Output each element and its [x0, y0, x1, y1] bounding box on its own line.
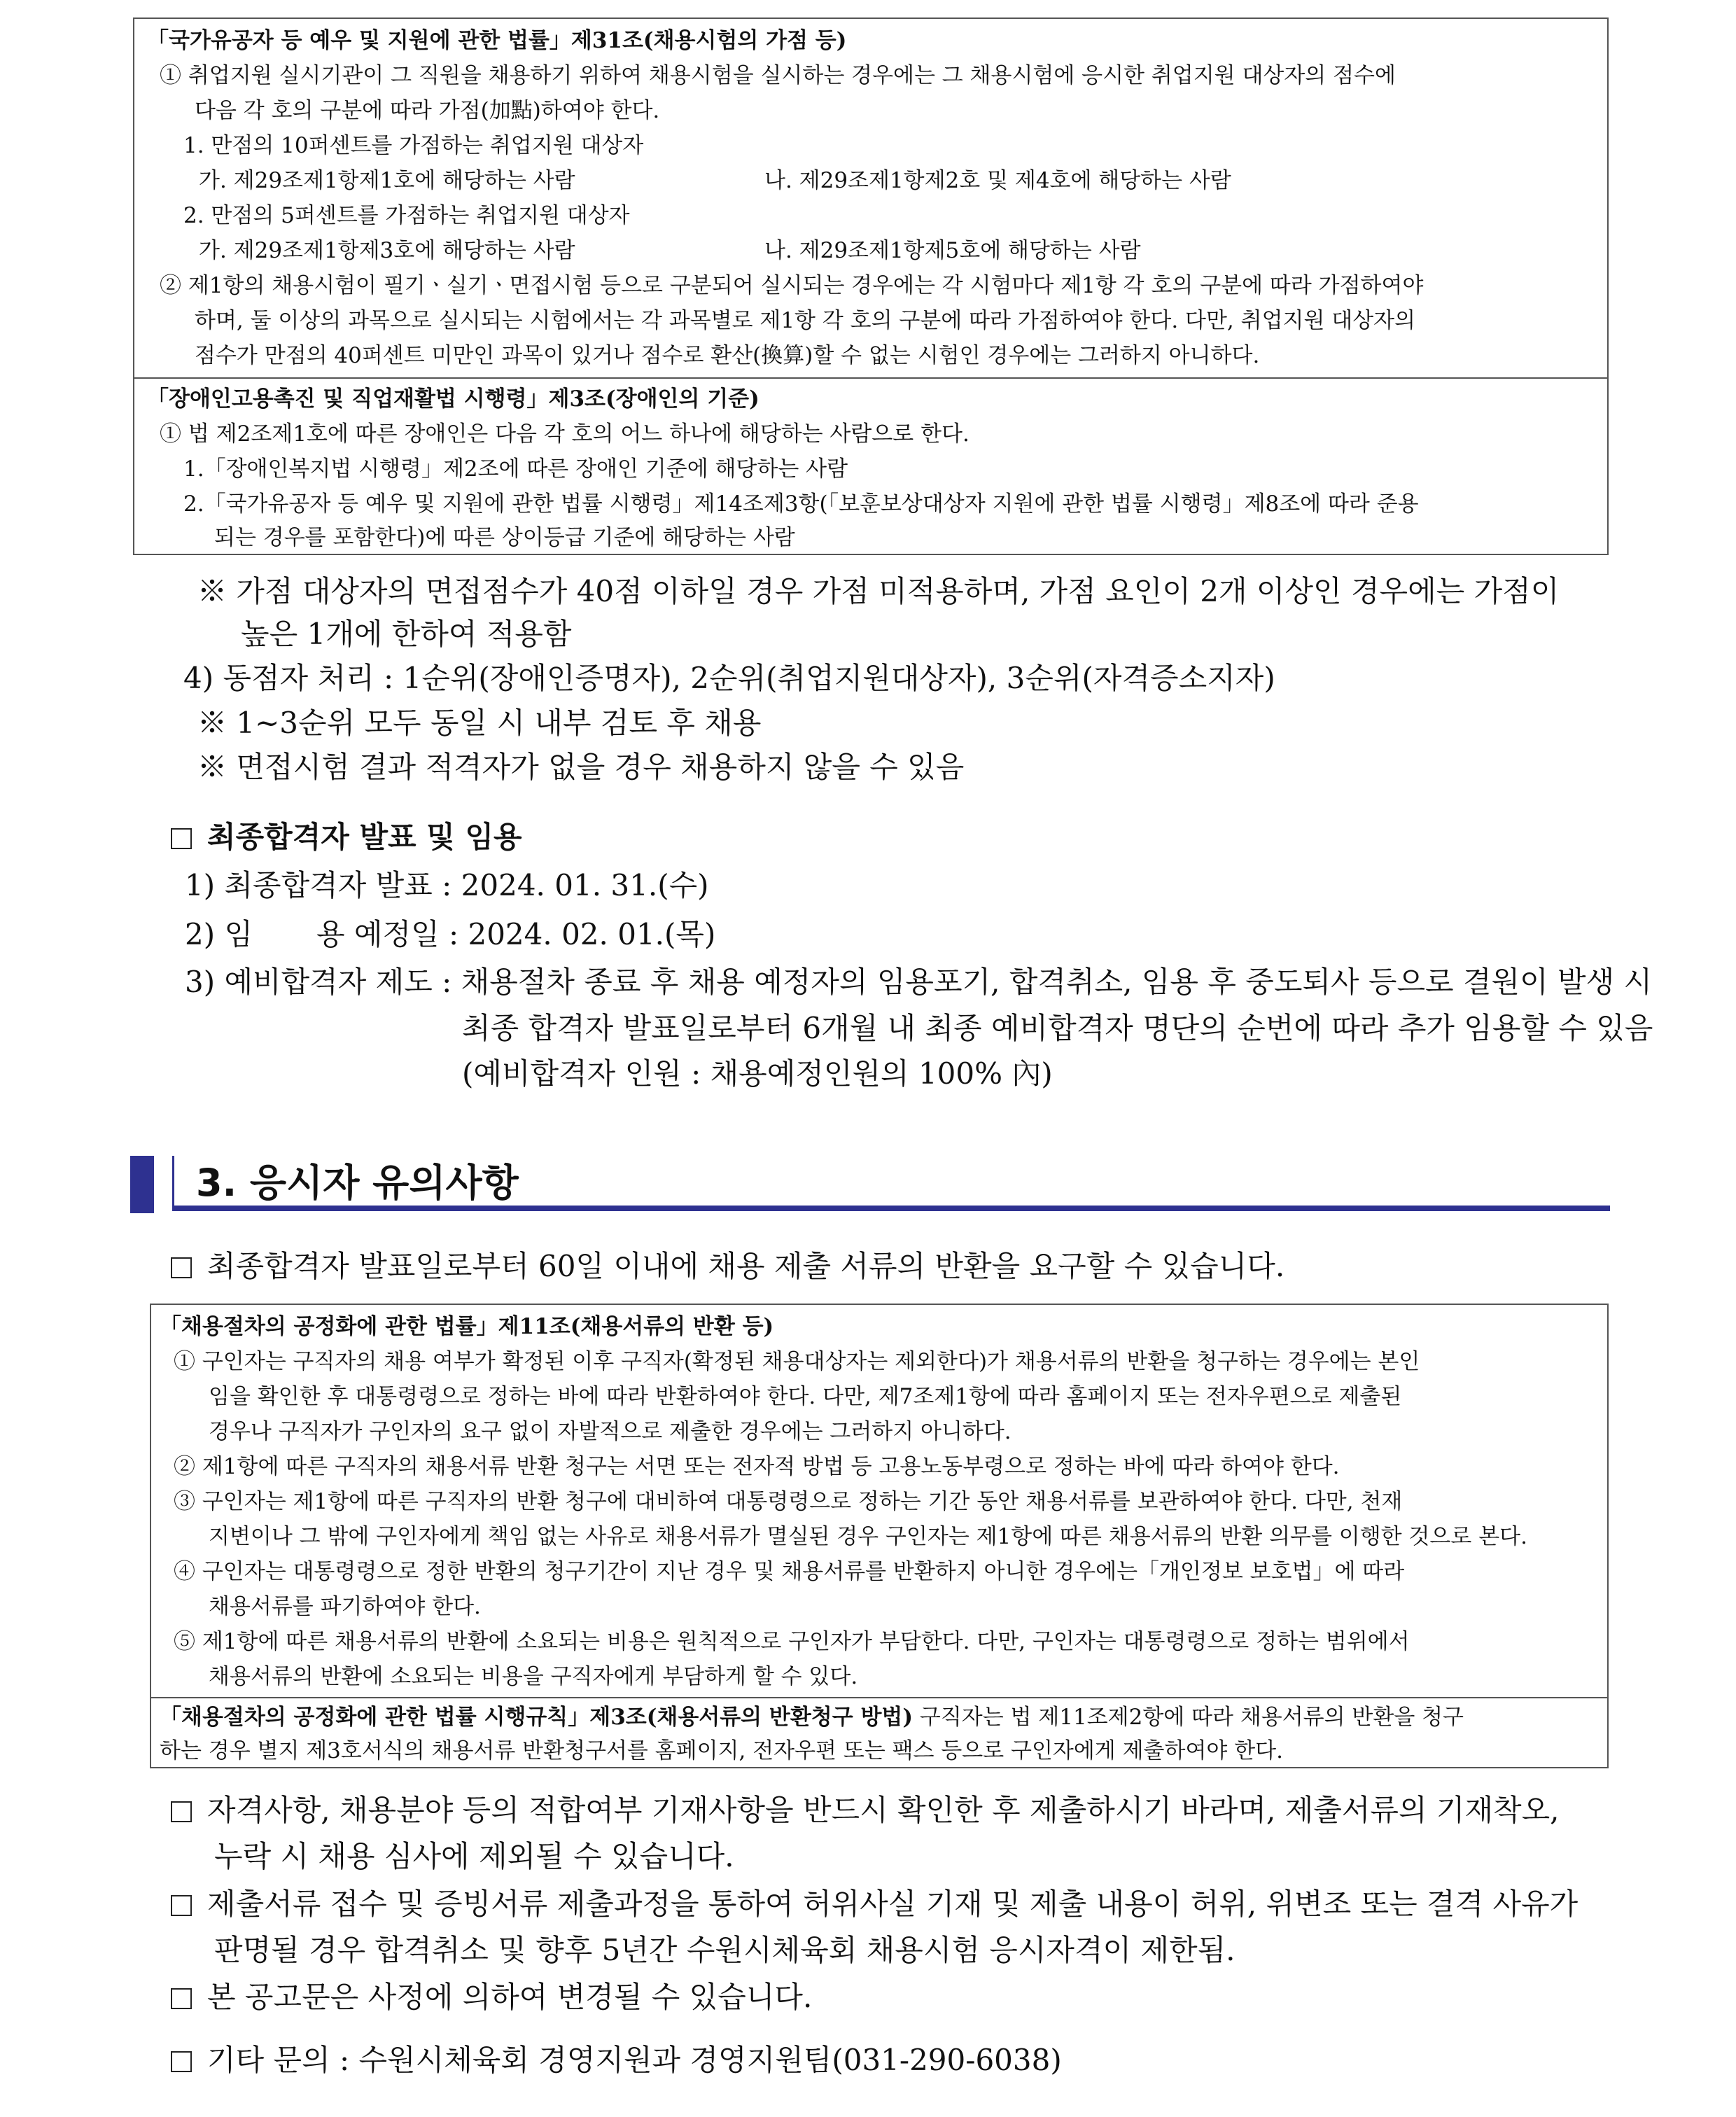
law-line: ① 구인자는 구직자의 채용 여부가 확정된 이후 구직자(확정된 채용대상자는 제외한다)가 채용서류의 반환을 청구하는 경우에는 본인: [174, 1349, 1420, 1374]
contact-info: [171, 2038, 1062, 2083]
law-line: 1.「장애인복지법 시행령」제2조에 따른 장애인 기준에 해당하는 사람: [183, 456, 848, 482]
section-divider-vertical: [172, 1156, 174, 1210]
law-excerpt-fair-hiring: [151, 1305, 1607, 1697]
note-tie: ※ 1~3순위 모두 동일 시 내부 검토 후 채용: [197, 706, 762, 740]
contact-text: 기타 문의 : 수원시체육회 경영지원과 경영지원팀(031-290-6038): [207, 2043, 1062, 2077]
return-docs-text: 최종합격자 발표일로부터 60일 이내에 채용 제출 서류의 반환을 요구할 수 있습니다.: [207, 1249, 1285, 1283]
notice-check-qualifications-cont: 누락 시 채용 심사에 제외될 수 있습니다.: [214, 1839, 734, 1873]
law-line: 지변이나 그 밖에 구인자에게 책임 없는 사유로 채용서류가 멸실된 경우 구인자는 제1항에 따른 채용서류의 반환 의무를 이행한 것으로 본다.: [209, 1524, 1527, 1549]
law-line: ④ 구인자는 대통령령으로 정한 반환의 청구기간이 지난 경우 및 채용서류를 반환하지 아니한 경우에는「개인정보 보호법」에 따라: [174, 1559, 1405, 1584]
law-line: ① 취업지원 실시기관이 그 직원을 채용하기 위하여 채용시험을 실시하는 경우에는 그 채용시험에 응시한 취업지원 대상자의 점수에: [160, 63, 1396, 88]
notice-subject-to-change: [171, 1975, 812, 2020]
tie-rule: 4) 동점자 처리 : 1순위(장애인증명자), 2순위(취업지원대상자), 3순위(자격증소지자): [183, 661, 1275, 695]
notice-false-info: [171, 1882, 1578, 1927]
law-line: 경우나 구직자가 구인자의 요구 없이 자발적으로 제출한 경우에는 그러하지 아니하다.: [209, 1419, 1011, 1444]
section-title: 3. 응시자 유의사항: [196, 1161, 519, 1205]
law-line: 나. 제29조제1항제5호에 해당하는 사람: [764, 238, 1141, 263]
notice-text: 자격사항, 채용분야 등의 적합여부 기재사항을 반드시 확인한 후 제출하시기 바라며, 제출서류의 기재착오,: [207, 1793, 1560, 1827]
checkbox-square-icon: [171, 1801, 192, 1822]
law-excerpt-box-top: [133, 18, 1609, 555]
reserve-system-count: (예비합격자 인원 : 채용예정인원의 100% 內): [462, 1056, 1053, 1091]
law-title: 「채용절차의 공정화에 관한 법률 시행규칙」제3조(채용서류의 반환청구 방법): [160, 1705, 913, 1730]
law-line: 채용서류를 파기하여야 한다.: [209, 1594, 481, 1619]
checkbox-square-icon: [171, 1895, 192, 1916]
notice-text: 본 공고문은 사정에 의하여 변경될 수 있습니다.: [207, 1980, 813, 2014]
law-line: 다음 각 호의 구분에 따라 가점(加點)하여야 한다.: [195, 98, 660, 123]
reserve-system-cont: 최종 합격자 발표일로부터 6개월 내 최종 예비합격자 명단의 순번에 따라 추가 임용할 수 있음: [462, 1011, 1653, 1045]
final-heading: [171, 815, 522, 860]
law-line: 하는 경우 별지 제3호서식의 채용서류 반환청구서를 홈페이지, 전자우편 또는 팩스 등으로 구인자에게 제출하여야 한다.: [160, 1738, 1283, 1763]
law-text: 구직자는 법 제11조제2항에 따라 채용서류의 반환을 청구: [913, 1705, 1464, 1730]
law-title: 「국가유공자 등 예우 및 지원에 관한 법률」제31조(채용시험의 가점 등): [147, 28, 847, 53]
note-no-qualified: ※ 면접시험 결과 적격자가 없을 경우 채용하지 않을 수 있음: [197, 750, 965, 784]
section-underline: [172, 1206, 1610, 1211]
final-announce: 1) 최종합격자 발표 : 2024. 01. 31.(수): [185, 868, 709, 902]
law-line: 가. 제29조제1항제3호에 해당하는 사람: [199, 238, 575, 263]
notice-check-qualifications: [171, 1788, 1560, 1833]
law-excerpt-box-bottom: [150, 1304, 1609, 1768]
law-line: 가. 제29조제1항제1호에 해당하는 사람: [199, 168, 575, 193]
note-bonus: ※ 가점 대상자의 면접점수가 40점 이하일 경우 가점 미적용하며, 가점 요인이 2개 이상인 경우에는 가점이: [197, 574, 1560, 608]
section-marker: [130, 1156, 154, 1213]
reserve-system: 3) 예비합격자 제도 : 채용절차 종료 후 채용 예정자의 임용포기, 합격취소, 임용 후 중도퇴사 등으로 결원이 발생 시: [185, 965, 1653, 999]
law-line: ① 법 제2조제1호에 따른 장애인은 다음 각 호의 어느 하나에 해당하는 사람으로 한다.: [160, 421, 969, 447]
law-line: 1. 만점의 10퍼센트를 가점하는 취업지원 대상자: [183, 133, 644, 158]
appointment-date-b: 용 예정일 : 2024. 02. 01.(목): [316, 917, 716, 951]
law-excerpt-fair-hiring-rules: [151, 1697, 1607, 1771]
law-line: 2. 만점의 5퍼센트를 가점하는 취업지원 대상자: [183, 203, 630, 228]
law-excerpt-veterans: [134, 19, 1607, 377]
law-line: 나. 제29조제1항제2호 및 제4호에 해당하는 사람: [764, 168, 1231, 193]
law-line: 점수가 만점의 40퍼센트 미만인 과목이 있거나 점수로 환산(換算)할 수 없는 시험인 경우에는 그러하지 아니하다.: [195, 343, 1260, 368]
note-bonus-cont: 높은 1개에 한하여 적용함: [241, 617, 572, 651]
law-title: 「채용절차의 공정화에 관한 법률」제11조(채용서류의 반환 등): [160, 1314, 774, 1339]
law-line: 임을 확인한 후 대통령령으로 정하는 바에 따라 반환하여야 한다. 다만, 제7조제1항에 따라 홈페이지 또는 전자우편으로 제출된: [209, 1384, 1402, 1409]
notice-false-info-cont: 판명될 경우 합격취소 및 향후 5년간 수원시체육회 채용시험 응시자격이 제한됨.: [214, 1933, 1236, 1967]
checkbox-square-icon: [171, 1988, 192, 2009]
law-line: ③ 구인자는 제1항에 따른 구직자의 반환 청구에 대비하여 대통령령으로 정하는 기간 동안 채용서류를 보관하여야 한다. 다만, 천재: [174, 1489, 1403, 1514]
appointment-date-a: 2) 임: [185, 917, 253, 951]
checkbox-square-icon: [171, 1257, 192, 1278]
return-docs-notice: [171, 1244, 1284, 1289]
law-line: ② 제1항의 채용시험이 필기ㆍ실기ㆍ면접시험 등으로 구분되어 실시되는 경우에는 각 시험마다 제1항 각 호의 구분에 따라 가점하여야: [160, 273, 1424, 298]
law-line: 되는 경우를 포함한다)에 따른 상이등급 기준에 해당하는 사람: [214, 525, 795, 550]
law-line: [160, 1700, 1464, 1735]
law-line: 채용서류의 반환에 소요되는 비용을 구직자에게 부담하게 할 수 있다.: [209, 1664, 858, 1689]
law-line: 2.「국가유공자 등 예우 및 지원에 관한 법률 시행령」제14조제3항(「보훈보상대상자 지원에 관한 법률 시행령」제8조에 따라 준용: [183, 491, 1419, 517]
notice-text: 제출서류 접수 및 증빙서류 제출과정을 통하여 허위사실 기재 및 제출 내용이 허위, 위변조 또는 결격 사유가: [207, 1887, 1578, 1921]
checkbox-square-icon: [171, 828, 192, 849]
checkbox-square-icon: [171, 2051, 192, 2072]
law-line: ② 제1항에 따른 구직자의 채용서류 반환 청구는 서면 또는 전자적 방법 등 고용노동부령으로 정하는 바에 따라 하여야 한다.: [174, 1454, 1340, 1479]
law-line: 하며, 둘 이상의 과목으로 실시되는 시험에서는 각 과목별로 제1항 각 호의 구분에 따라 가점하여야 한다. 다만, 취업지원 대상자의: [195, 308, 1416, 333]
law-title: 「장애인고용촉진 및 직업재활법 시행령」제3조(장애인의 기준): [147, 386, 760, 412]
final-heading-text: 최종합격자 발표 및 임용: [207, 820, 522, 854]
law-excerpt-disability: [134, 377, 1607, 558]
law-line: ⑤ 제1항에 따른 채용서류의 반환에 소요되는 비용은 원칙적으로 구인자가 부담한다. 다만, 구인자는 대통령령으로 정하는 범위에서: [174, 1629, 1410, 1654]
